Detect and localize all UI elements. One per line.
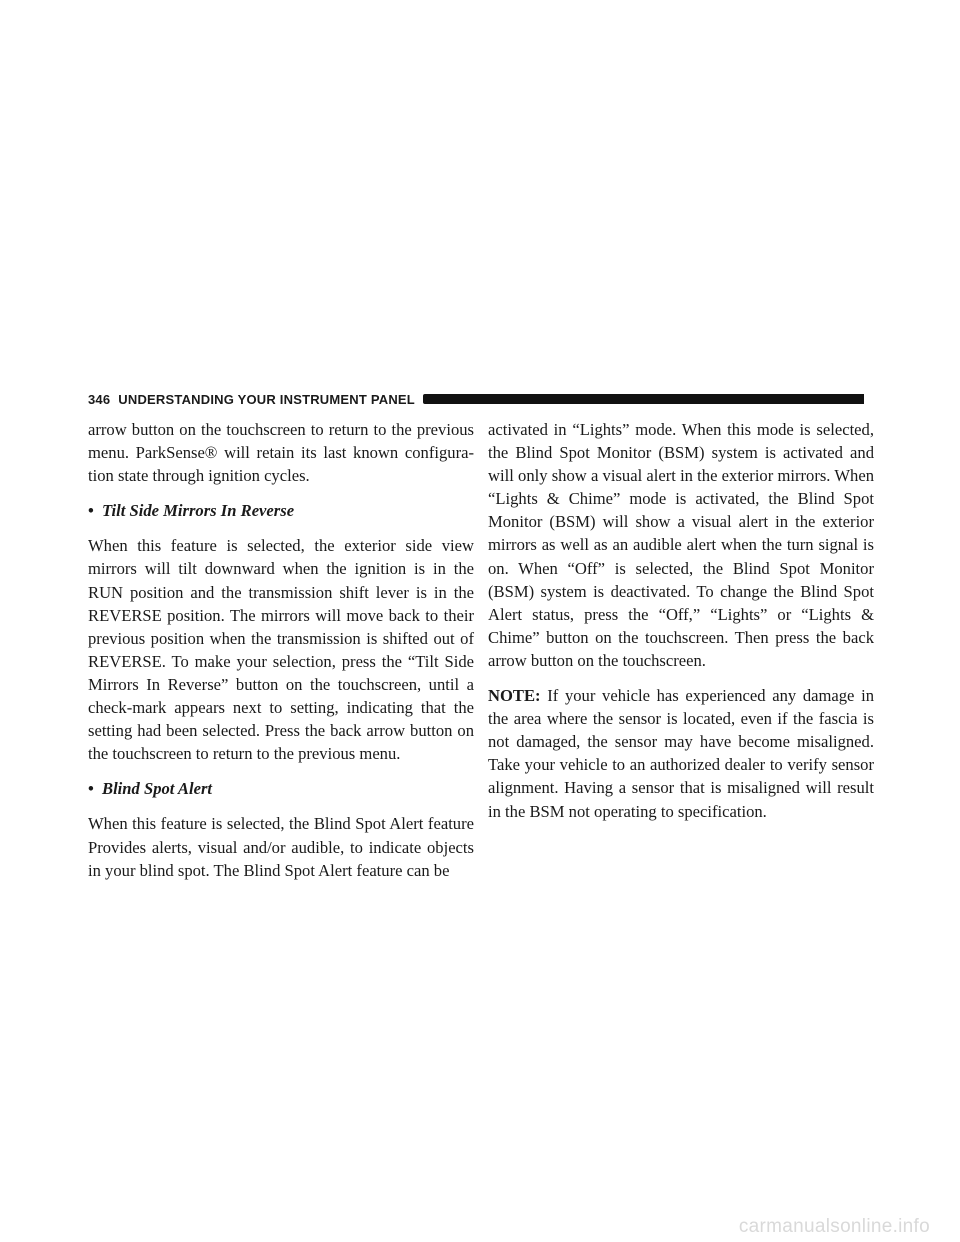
bullet-label: Blind Spot Alert (102, 779, 213, 799)
paragraph-blind-spot-alert: When this feature is selected, the Blind Spot Alert feature Provides alerts, visual and/or audible, to indicate objects in your blind spot. The Blind Spot Alert feature can be (88, 814, 474, 880)
paragraph-parksense: arrow button on the touchscreen to return to the previous menu. ParkSense® will retain its last known configura-tion state through ignition cycles. (88, 420, 474, 486)
right-column (488, 418, 874, 835)
header-rule (423, 394, 864, 404)
note-paragraph (488, 684, 874, 823)
paragraph-lights-mode: activated in “Lights” mode. When this mode is selected, the Blind Spot Monitor (BSM) system is activated and will only show a visual alert in the exterior mirrors. When “Lights & Chime” mode is activated, the Blind Spot Monitor (BSM) will show a visual alert in the exterior mirrors as well as an audible alert when the turn signal is on. When “Off” is selected, the Blind Spot Monitor (BSM) system is deactivated. To change the Blind Spot Alert status, press the “Off,” “Lights” or “Lights & Chime” button on the touchscreen. Then press the back arrow button on the touchscreen. (488, 420, 874, 670)
page-number: 346 (88, 391, 111, 407)
watermark-logo: carmanualsonline.info (738, 1216, 930, 1237)
bullet-label: Tilt Side Mirrors In Reverse (102, 501, 295, 521)
bullet-dot-icon: • (88, 779, 94, 799)
left-column (88, 418, 474, 894)
note-label: NOTE: (488, 686, 541, 706)
section-title: UNDERSTANDING YOUR INSTRUMENT PANEL (118, 391, 415, 407)
paragraph-tilt-mirrors: When this feature is selected, the exterior side view mirrors will tilt downward when the ignition is in the RUN position and the transmission shift lever is in the REVERSE position. The mirrors will move back to their previous position when the transmission is shifted out of REVERSE. To make your selection, press the “Tilt Side Mirrors In Reverse” button on the touchscreen, until a check-mark appears next to setting, indicating that the setting had been selected. Press the back arrow button on the touchscreen to return to the previous menu. (88, 536, 474, 764)
bullet-tilt-side-mirrors (88, 499, 474, 522)
page-header (88, 389, 864, 409)
note-text: If your vehicle has experienced any damage in the area where the sensor is located, even if the fascia is not damaged, the sensor may have become misaligned. Take your vehicle to an authorized dealer to verify sensor alignment. Having a sensor that is misaligned will result in the BSM not operating to specification. (488, 686, 874, 821)
bullet-blind-spot-alert (88, 777, 474, 800)
bullet-dot-icon: • (88, 501, 94, 521)
